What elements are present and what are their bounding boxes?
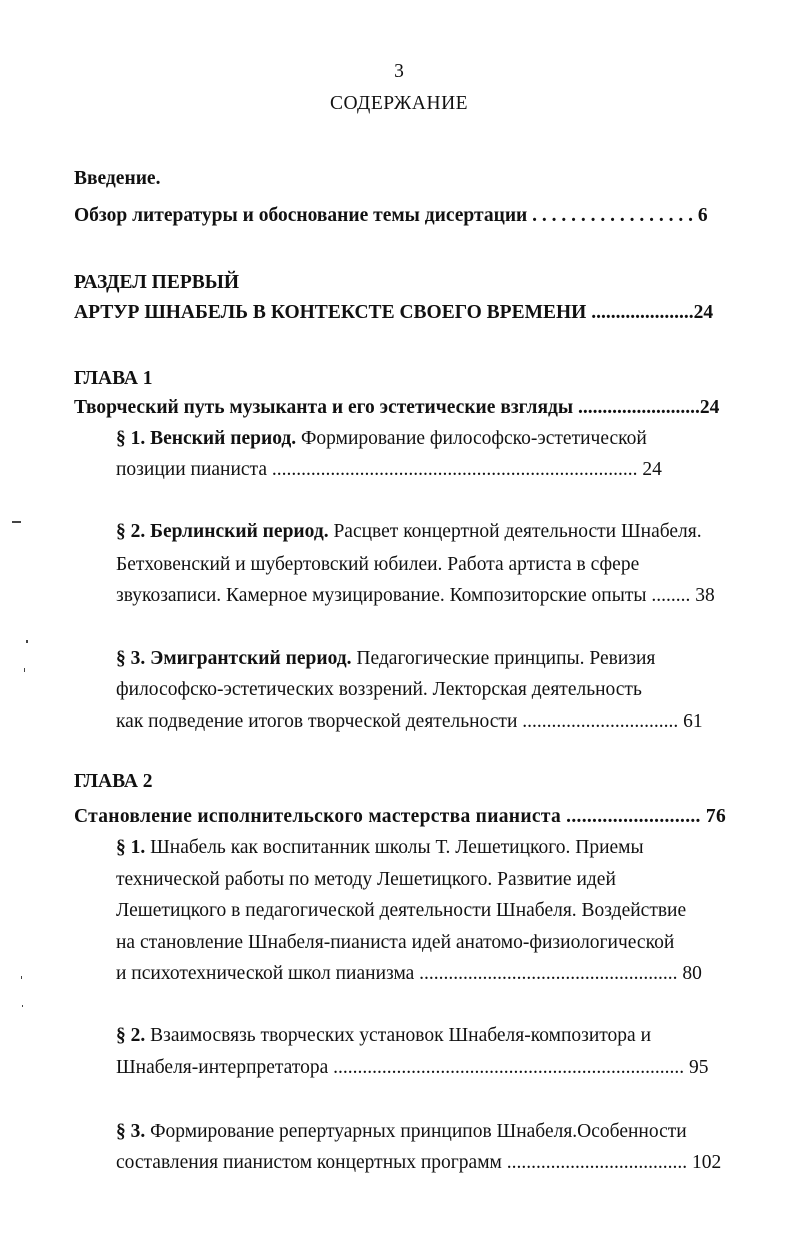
chapter1-title: Творческий путь музыканта и его эстетические взгляды .........................24 [74,397,720,418]
ch1-p1-line2: позиции пианиста ........................................................................... 24 [116,459,662,480]
chapter2-title: Становление исполнительского мастерства пианиста .......................... 76 [74,806,726,827]
ch2-p2-line1 [116,1024,651,1048]
section1-title: АРТУР ШНАБЕЛЬ В КОНТЕКСТЕ СВОЕГО ВРЕМЕНИ .....................24 [74,302,714,323]
ch1-p2-rest: Расцвет концертной деятельности Шнабеля. [328,521,702,542]
ch1-p2-line1 [116,520,702,544]
ch2-p1-line4: на становление Шнабеля-пианиста идей анатомо-физиологической [116,932,675,953]
ch2-p3-rest: Формирование репертуарных принципов Шнабеля.Особенности [145,1121,687,1142]
ch2-p3-line1 [116,1120,687,1144]
ch2-p2-line2: Шнабеля-интерпретатора ........................................................................ 95 [116,1057,709,1078]
ch2-p3-bold: § 3. [116,1121,146,1142]
ch1-p1-bold: § 1. Венский период. [116,428,297,449]
ch2-p1-line2: технической работы по методу Лешетицкого. Развитие идей [116,869,616,890]
ch2-p3-line2: составления пианистом концертных программ ..................................... 102 [116,1152,722,1173]
intro-heading: Введение. [74,168,161,189]
ch2-p1-bold: § 1. [116,837,146,858]
speck [24,668,25,672]
speck [26,640,28,643]
ch1-p3-line3: как подведение итогов творческой деятельности ................................ 61 [116,711,703,732]
section1-label: РАЗДЕЛ ПЕРВЫЙ [74,272,240,293]
speck [21,976,22,979]
page-number: 3 [394,61,404,82]
speck [12,521,21,523]
ch1-p2-bold: § 2. Берлинский период. [116,521,329,542]
ch1-p3-line2: философско-эстетических воззрений. Лекторская деятельность [116,679,642,700]
page-title: СОДЕРЖАНИЕ [329,93,469,114]
ch1-p2-line2: Бетховенский и шубертовский юбилеи. Работа артиста в сфере [116,554,640,575]
ch1-p3-bold: § 3. Эмигрантский период. [116,648,352,669]
intro-entry: Обзор литературы и обоснование темы дисертации . . . . . . . . . . . . . . . . . 6 [74,205,708,226]
speck [22,1005,23,1007]
chapter2-label: ГЛАВА 2 [74,771,153,792]
ch2-p2-rest: Взаимосвязь творческих установок Шнабеля-композитора и [145,1025,652,1046]
ch1-p3-line1 [116,647,655,671]
ch1-p2-line3: звукозаписи. Камерное музицирование. Композиторские опыты ........ 38 [116,585,715,606]
ch1-p1-rest: Формирование философско-эстетической [296,428,647,449]
ch2-p1-line5: и психотехнической школ пианизма ..................................................... 80 [116,963,702,984]
ch1-p1-line1 [116,427,647,451]
ch1-p3-rest: Педагогические принципы. Ревизия [351,648,656,669]
ch2-p1-line3: Лешетицкого в педагогической деятельности Шнабеля. Воздействие [116,900,687,921]
ch2-p2-bold: § 2. [116,1025,146,1046]
ch2-p1-rest: Шнабель как воспитанник школы Т. Лешетицкого. Приемы [145,837,644,858]
chapter1-label: ГЛАВА 1 [74,368,153,389]
ch2-p1-line1 [116,836,644,860]
